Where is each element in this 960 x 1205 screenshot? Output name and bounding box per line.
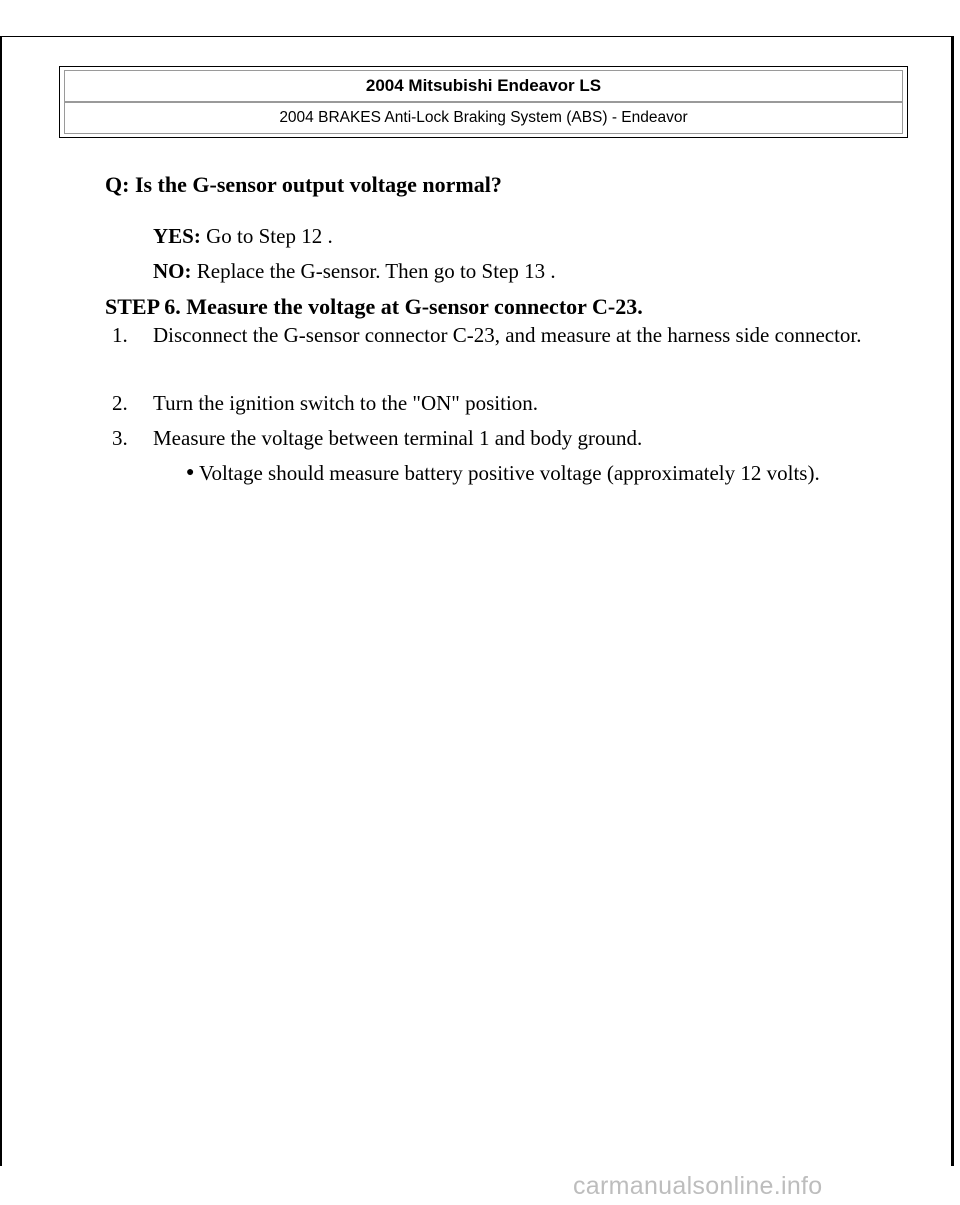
list-item [112, 388, 902, 418]
bullet-dot-icon: ● [186, 465, 195, 480]
document-header [59, 66, 908, 138]
bullet-item [186, 458, 886, 488]
list-item-text: Disconnect the G-sensor connector C-23, and measure at the harness side connector. [153, 323, 862, 347]
answer-no [153, 259, 556, 284]
answer-yes [153, 224, 333, 249]
step-heading: STEP 6. Measure the voltage at G-sensor connector C-23. [105, 294, 643, 319]
list-item-text: Measure the voltage between terminal 1 and body ground. [153, 426, 643, 450]
list-item-text: Turn the ignition switch to the "ON" position. [153, 391, 539, 415]
header-subtitle: 2004 BRAKES Anti-Lock Braking System (ABS) - Endeavor [64, 102, 903, 134]
list-item [112, 423, 902, 453]
list-item [112, 320, 902, 350]
list-item-number: 1. [112, 323, 128, 347]
bullet-item-text: Voltage should measure battery positive voltage (approximately 12 volts). [199, 461, 820, 485]
answer-no-label: NO: [153, 259, 192, 283]
answer-yes-text: Go to Step 12 . [200, 224, 333, 248]
answer-no-text: Replace the G-sensor. Then go to Step 13 . [191, 259, 556, 283]
answer-yes-label: YES: [153, 224, 201, 248]
header-title: 2004 Mitsubishi Endeavor LS [64, 70, 903, 102]
watermark-text: carmanualsonline.info [573, 1172, 823, 1200]
question-heading: Q: Is the G-sensor output voltage normal? [105, 172, 502, 197]
list-item-number: 2. [112, 391, 128, 415]
list-item-number: 3. [112, 426, 128, 450]
page-frame [0, 36, 954, 1166]
